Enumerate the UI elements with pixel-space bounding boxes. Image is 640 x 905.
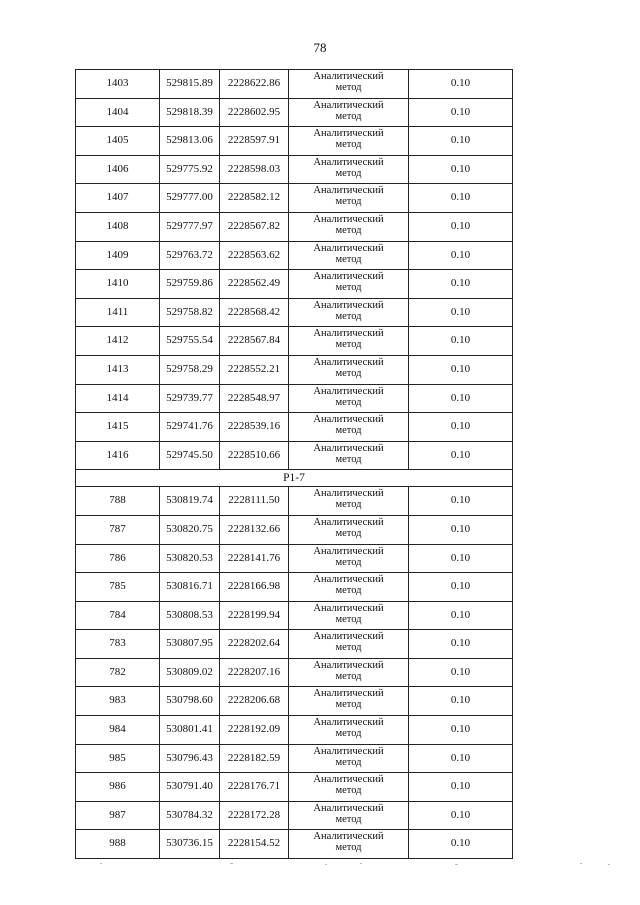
method-word-1: Аналитический [313,299,384,311]
x-coordinate-cell: 530809.02 [160,658,220,687]
accuracy-cell: 0.10 [409,270,513,299]
table-row [76,487,513,516]
method-cell [289,413,409,442]
point-id-cell: 987 [76,801,160,830]
method-word-1: Аналитический [313,802,384,814]
point-id-cell: 784 [76,601,160,630]
point-id-cell: 983 [76,687,160,716]
x-coordinate-cell: 529775.92 [160,155,220,184]
method-word-1: Аналитический [313,99,384,111]
y-coordinate-cell: 2228563.62 [220,241,289,270]
point-id-cell: 1403 [76,70,160,99]
method-word-2: метод [335,613,362,625]
accuracy-cell: 0.10 [409,127,513,156]
table-row [76,413,513,442]
method-word-2: метод [335,728,362,740]
section-header-row [76,470,513,487]
point-id-cell: 986 [76,773,160,802]
y-coordinate-cell: 2228568.42 [220,298,289,327]
x-coordinate-cell: 530796.43 [160,744,220,773]
method-word-2: метод [335,196,362,208]
x-coordinate-cell: 530820.75 [160,515,220,544]
method-cell [289,515,409,544]
method-word-2: метод [335,282,362,294]
method-word-1: Аналитический [313,414,384,426]
method-word-1: Аналитический [313,688,384,700]
scan-specks [60,862,630,866]
method-cell [289,327,409,356]
method-word-2: метод [335,842,362,854]
table-row [76,298,513,327]
method-cell [289,355,409,384]
method-word-2: метод [335,167,362,179]
x-coordinate-cell: 530808.53 [160,601,220,630]
method-word-1: Аналитический [313,717,384,729]
table-row [76,573,513,602]
x-coordinate-cell: 530784.32 [160,801,220,830]
method-word-2: метод [335,253,362,265]
table-row [76,515,513,544]
method-word-1: Аналитический [313,545,384,557]
table-row [76,355,513,384]
x-coordinate-cell: 529755.54 [160,327,220,356]
method-word-2: метод [335,499,362,511]
y-coordinate-cell: 2228510.66 [220,441,289,470]
x-coordinate-cell: 529813.06 [160,127,220,156]
accuracy-cell: 0.10 [409,327,513,356]
y-coordinate-cell: 2228182.59 [220,744,289,773]
method-word-1: Аналитический [313,356,384,368]
table-row [76,155,513,184]
method-word-2: метод [335,813,362,825]
x-coordinate-cell: 529815.89 [160,70,220,99]
method-word-2: метод [335,585,362,597]
method-cell [289,573,409,602]
method-word-1: Аналитический [313,488,384,500]
x-coordinate-cell: 529763.72 [160,241,220,270]
y-coordinate-cell: 2228199.94 [220,601,289,630]
point-id-cell: 788 [76,487,160,516]
method-word-1: Аналитический [313,128,384,140]
y-coordinate-cell: 2228597.91 [220,127,289,156]
method-word-1: Аналитический [313,516,384,528]
accuracy-cell: 0.10 [409,830,513,859]
accuracy-cell: 0.10 [409,630,513,659]
method-word-2: метод [335,396,362,408]
point-id-cell: 1412 [76,327,160,356]
accuracy-cell: 0.10 [409,184,513,213]
y-coordinate-cell: 2228548.97 [220,384,289,413]
x-coordinate-cell: 529758.29 [160,355,220,384]
point-id-cell: 985 [76,744,160,773]
x-coordinate-cell: 529745.50 [160,441,220,470]
method-word-2: метод [335,139,362,151]
y-coordinate-cell: 2228622.86 [220,70,289,99]
x-coordinate-cell: 529741.76 [160,413,220,442]
table-row [76,98,513,127]
y-coordinate-cell: 2228166.98 [220,573,289,602]
y-coordinate-cell: 2228207.16 [220,658,289,687]
method-word-1: Аналитический [313,71,384,82]
method-cell [289,298,409,327]
x-coordinate-cell: 530820.53 [160,544,220,573]
x-coordinate-cell: 529777.00 [160,184,220,213]
accuracy-cell: 0.10 [409,658,513,687]
y-coordinate-cell: 2228172.28 [220,801,289,830]
method-word-1: Аналитический [313,631,384,643]
method-word-2: метод [335,425,362,437]
point-id-cell: 1409 [76,241,160,270]
point-id-cell: 783 [76,630,160,659]
method-cell [289,127,409,156]
method-word-2: метод [335,310,362,322]
table-row [76,327,513,356]
method-word-2: метод [335,670,362,682]
y-coordinate-cell: 2228132.66 [220,515,289,544]
y-coordinate-cell: 2228141.76 [220,544,289,573]
point-id-cell: 988 [76,830,160,859]
table-row [76,270,513,299]
y-coordinate-cell: 2228552.21 [220,355,289,384]
method-word-2: метод [335,785,362,797]
accuracy-cell: 0.10 [409,544,513,573]
table-row [76,127,513,156]
method-word-1: Аналитический [313,385,384,397]
table-row [76,544,513,573]
method-cell [289,98,409,127]
point-id-cell: 786 [76,544,160,573]
table-row [76,744,513,773]
table-row [76,630,513,659]
method-word-2: метод [335,527,362,539]
accuracy-cell: 0.10 [409,515,513,544]
method-word-1: Аналитический [313,328,384,340]
point-id-cell: 1410 [76,270,160,299]
method-word-1: Аналитический [313,242,384,254]
point-id-cell: 1405 [76,127,160,156]
accuracy-cell: 0.10 [409,801,513,830]
y-coordinate-cell: 2228154.52 [220,830,289,859]
method-cell [289,212,409,241]
y-coordinate-cell: 2228602.95 [220,98,289,127]
accuracy-cell: 0.10 [409,241,513,270]
x-coordinate-cell: 530807.95 [160,630,220,659]
y-coordinate-cell: 2228111.50 [220,487,289,516]
method-word-1: Аналитический [313,574,384,586]
point-id-cell: 1413 [76,355,160,384]
method-word-1: Аналитический [313,213,384,225]
page-number: 78 [313,40,327,55]
method-cell [289,184,409,213]
accuracy-cell: 0.10 [409,355,513,384]
method-cell [289,70,409,99]
x-coordinate-cell: 530798.60 [160,687,220,716]
method-cell [289,687,409,716]
accuracy-cell: 0.10 [409,687,513,716]
method-word-1: Аналитический [313,442,384,454]
method-word-2: метод [335,699,362,711]
method-word-2: метод [335,453,362,465]
method-word-1: Аналитический [313,602,384,614]
x-coordinate-cell: 530736.15 [160,830,220,859]
method-cell [289,801,409,830]
table-row [76,212,513,241]
x-coordinate-cell: 530819.74 [160,487,220,516]
x-coordinate-cell: 530801.41 [160,716,220,745]
x-coordinate-cell: 529759.86 [160,270,220,299]
method-word-1: Аналитический [313,156,384,168]
accuracy-cell: 0.10 [409,601,513,630]
method-word-2: метод [335,367,362,379]
method-word-1: Аналитический [313,271,384,283]
method-cell [289,716,409,745]
point-id-cell: 1411 [76,298,160,327]
point-id-cell: 1406 [76,155,160,184]
y-coordinate-cell: 2228206.68 [220,687,289,716]
method-cell [289,270,409,299]
table-row [76,830,513,859]
table-row [76,441,513,470]
y-coordinate-cell: 2228562.49 [220,270,289,299]
accuracy-cell: 0.10 [409,773,513,802]
method-word-2: метод [335,756,362,768]
table-row [76,801,513,830]
accuracy-cell: 0.10 [409,98,513,127]
accuracy-cell: 0.10 [409,716,513,745]
method-cell [289,155,409,184]
coordinates-table [75,69,513,859]
method-word-2: метод [335,339,362,351]
method-cell [289,630,409,659]
table-row [76,241,513,270]
coordinates-table-body [76,70,513,859]
accuracy-cell: 0.10 [409,744,513,773]
table-row [76,184,513,213]
x-coordinate-cell: 529777.97 [160,212,220,241]
table-row [76,384,513,413]
point-id-cell: 1414 [76,384,160,413]
point-id-cell: 782 [76,658,160,687]
method-cell [289,384,409,413]
y-coordinate-cell: 2228202.64 [220,630,289,659]
point-id-cell: 984 [76,716,160,745]
accuracy-cell: 0.10 [409,413,513,442]
method-word-2: метод [335,556,362,568]
point-id-cell: 785 [76,573,160,602]
method-word-2: метод [335,110,362,122]
method-word-1: Аналитический [313,774,384,786]
method-cell [289,601,409,630]
accuracy-cell: 0.10 [409,70,513,99]
section-label: Р1-7 [76,470,513,487]
method-word-1: Аналитический [313,831,384,843]
method-cell [289,544,409,573]
x-coordinate-cell: 530791.40 [160,773,220,802]
table-row [76,70,513,99]
method-cell [289,658,409,687]
method-word-2: метод [335,224,362,236]
method-word-1: Аналитический [313,185,384,197]
point-id-cell: 1407 [76,184,160,213]
point-id-cell: 1404 [76,98,160,127]
y-coordinate-cell: 2228582.12 [220,184,289,213]
method-cell [289,773,409,802]
y-coordinate-cell: 2228598.03 [220,155,289,184]
y-coordinate-cell: 2228567.82 [220,212,289,241]
accuracy-cell: 0.10 [409,384,513,413]
point-id-cell: 1416 [76,441,160,470]
accuracy-cell: 0.10 [409,441,513,470]
x-coordinate-cell: 529818.39 [160,98,220,127]
table-row [76,773,513,802]
method-cell [289,487,409,516]
x-coordinate-cell: 529758.82 [160,298,220,327]
method-word-1: Аналитический [313,659,384,671]
method-cell [289,441,409,470]
y-coordinate-cell: 2228192.09 [220,716,289,745]
point-id-cell: 1415 [76,413,160,442]
y-coordinate-cell: 2228176.71 [220,773,289,802]
x-coordinate-cell: 530816.71 [160,573,220,602]
accuracy-cell: 0.10 [409,212,513,241]
method-word-2: метод [335,82,362,94]
method-word-1: Аналитический [313,745,384,757]
y-coordinate-cell: 2228567.84 [220,327,289,356]
accuracy-cell: 0.10 [409,155,513,184]
accuracy-cell: 0.10 [409,298,513,327]
table-row [76,658,513,687]
table-row [76,601,513,630]
method-cell [289,241,409,270]
accuracy-cell: 0.10 [409,487,513,516]
accuracy-cell: 0.10 [409,573,513,602]
method-cell [289,744,409,773]
method-word-2: метод [335,642,362,654]
table-row [76,687,513,716]
point-id-cell: 787 [76,515,160,544]
x-coordinate-cell: 529739.77 [160,384,220,413]
y-coordinate-cell: 2228539.16 [220,413,289,442]
table-row [76,716,513,745]
point-id-cell: 1408 [76,212,160,241]
method-cell [289,830,409,859]
